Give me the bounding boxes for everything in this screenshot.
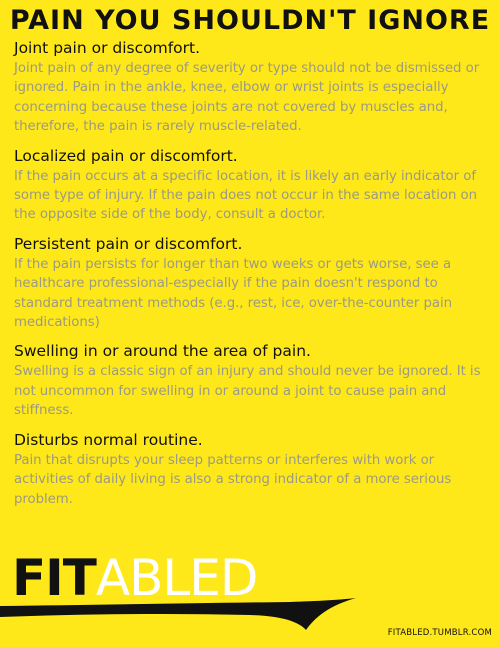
section-joint-pain <box>14 38 494 137</box>
logo-fit-text: FIT <box>12 549 96 607</box>
section-heading: Persistent pain or discomfort. <box>14 234 243 253</box>
sections-list <box>14 38 494 518</box>
section-body: If the pain persists for longer than two weeks or gets worse, see a healthcare professional-especially if the pain doesn't respond to standard treatment methods (e.g., rest, ice, over-the-counter pain medications) <box>14 256 452 331</box>
section-body: Swelling is a classic sign of an injury and should never be ignored. It is not uncommon for swelling in or around a joint to cause pain and stiffness. <box>14 364 481 419</box>
section-heading: Localized pain or discomfort. <box>14 146 238 165</box>
section-persistent-pain <box>14 234 494 333</box>
section-body: Pain that disrupts your sleep patterns or interferes with work or activities of daily living is also a strong indicator of a more serious problem. <box>14 452 452 507</box>
section-localized-pain <box>14 146 494 225</box>
section-body: If the pain occurs at a specific location, it is likely an early indicator of some type of injury. If the pain does not occur in the same location on the opposite side of the body, consult a doctor. <box>14 168 477 223</box>
section-heading: Swelling in or around the area of pain. <box>14 342 311 361</box>
section-heading: Joint pain or discomfort. <box>14 39 201 57</box>
logo-swoosh-icon <box>0 592 360 632</box>
footer-url[interactable]: FITABLED.TUMBLR.COM <box>387 628 492 638</box>
section-swelling <box>14 341 494 420</box>
section-heading: Disturbs normal routine. <box>14 430 203 449</box>
logo-abled-text: ABLED <box>95 549 258 607</box>
page-title: PAIN YOU SHOULDN'T IGNORE <box>9 5 491 36</box>
section-body: Joint pain of any degree of severity or type should not be dismissed or ignored. Pain in the ankle, knee, elbow or wrist joints is especially concerning because these joints are not covered by muscles and, therefore, the pain is rarely muscle-related. <box>14 61 480 135</box>
section-disturbs-routine <box>14 430 494 509</box>
